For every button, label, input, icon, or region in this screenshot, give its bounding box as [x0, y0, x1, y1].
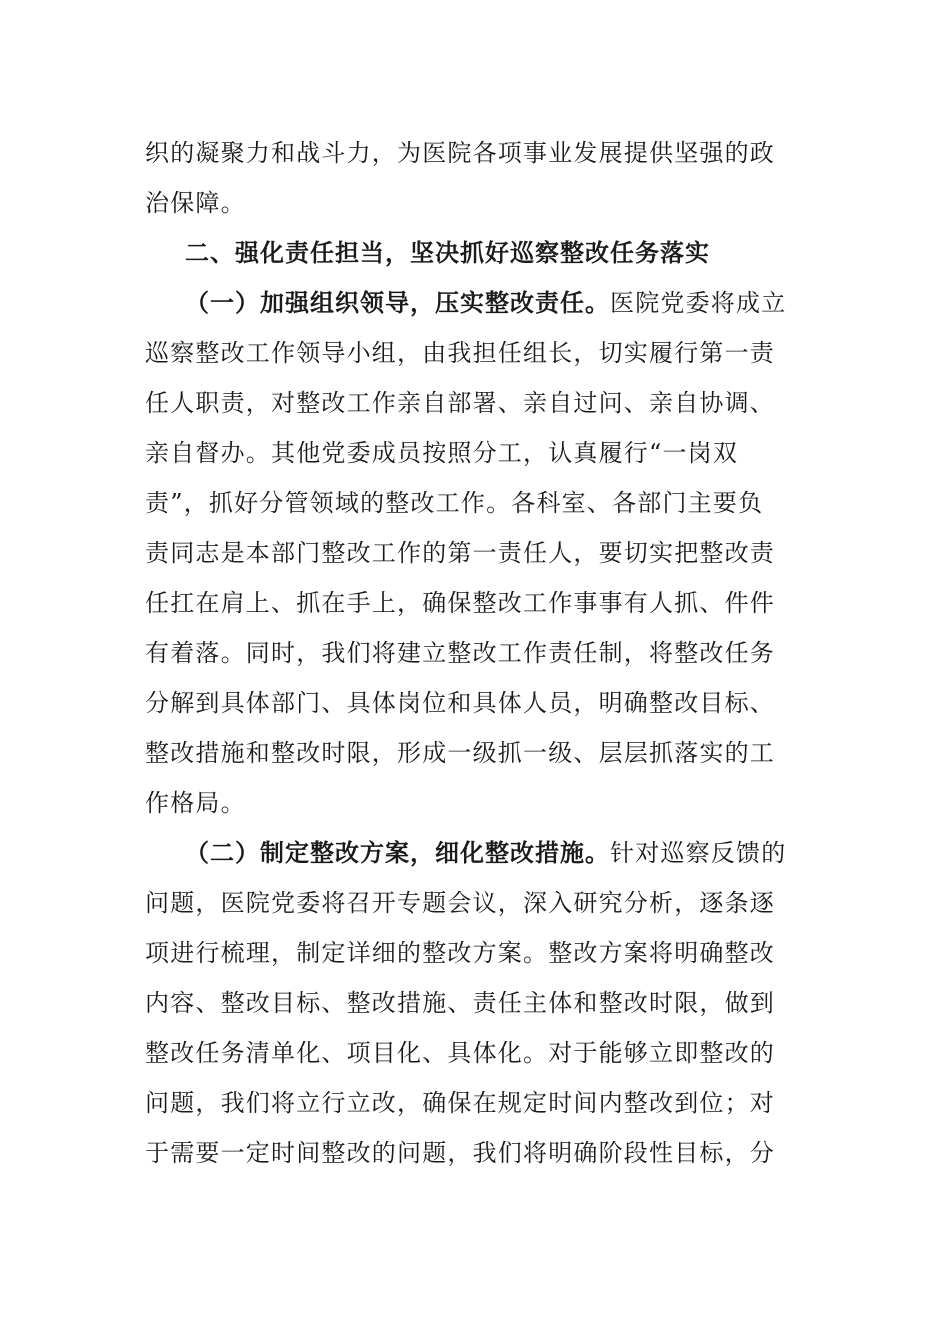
sub1-line: 任扛在肩上、抓在手上，确保整改工作事事有人抓、件件 — [145, 589, 775, 617]
intro-line-2: 治保障。 — [145, 189, 246, 217]
sub1-heading: （一）加强组织领导，压实整改责任。 — [185, 289, 610, 317]
sub1-line: 巡察整改工作领导小组，由我担任组长，切实履行第一责 — [145, 339, 775, 367]
sub2-line: 项进行梳理，制定详细的整改方案。整改方案将明确整改 — [145, 939, 775, 967]
sub1-first-line-text: 医院党委将成立 — [610, 289, 787, 317]
sub2-line: 问题，我们将立行立改，确保在规定时间内整改到位；对 — [145, 1089, 775, 1117]
sub2-line: 问题，医院党委将召开专题会议，深入研究分析，逐条逐 — [145, 889, 775, 917]
sub2-first-line-text: 针对巡察反馈的 — [610, 839, 787, 867]
sub2-line: 整改任务清单化、项目化、具体化。对于能够立即整改的 — [145, 1039, 775, 1067]
sub1-line: 亲自督办。其他党委成员按照分工，认真履行“一岗双 — [145, 439, 739, 467]
sub1-line: 任人职责，对整改工作亲自部署、亲自过问、亲自协调、 — [145, 389, 775, 417]
sub2-first-line — [185, 836, 845, 870]
sub2-line: 内容、整改目标、整改措施、责任主体和整改时限，做到 — [145, 989, 775, 1017]
sub2-line: 于需要一定时间整改的问题，我们将明确阶段性目标，分 — [145, 1139, 775, 1167]
sub1-line: 有着落。同时，我们将建立整改工作责任制，将整改任务 — [145, 639, 775, 667]
section-heading: 二、强化责任担当，坚决抓好巡察整改任务落实 — [185, 239, 710, 267]
sub1-line: 整改措施和整改时限，形成一级抓一级、层层抓落实的工 — [145, 739, 775, 767]
sub1-line: 作格局。 — [145, 789, 246, 817]
sub2-heading: （二）制定整改方案，细化整改措施。 — [185, 839, 610, 867]
sub1-first-line — [185, 286, 845, 320]
sub1-line: 分解到具体部门、具体岗位和具体人员，明确整改目标、 — [145, 689, 775, 717]
sub1-line: 责同志是本部门整改工作的第一责任人，要切实把整改责 — [145, 539, 775, 567]
sub1-line: 责”，抓好分管领域的整改工作。各科室、各部门主要负 — [145, 489, 764, 517]
intro-line-1: 织的凝聚力和战斗力，为医院各项事业发展提供坚强的政 — [145, 139, 775, 167]
